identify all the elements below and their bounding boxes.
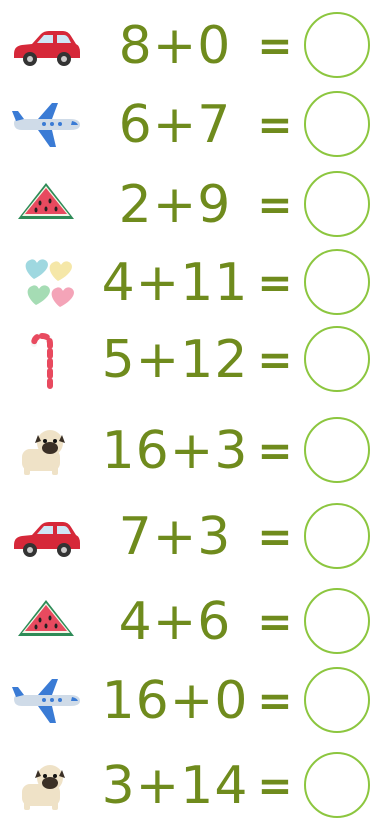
addition-problem: 4+6 <box>118 592 232 652</box>
equals-sign: = <box>257 676 293 725</box>
candy-cane-icon <box>8 330 84 390</box>
addition-problem: 7+3 <box>118 507 232 567</box>
answer-circle[interactable] <box>304 249 370 315</box>
addition-problem: 8+0 <box>118 16 232 76</box>
answer-circle[interactable] <box>304 12 370 78</box>
equals-sign: = <box>257 258 293 307</box>
addition-problem: 2+9 <box>118 175 232 235</box>
answer-circle[interactable] <box>304 588 370 654</box>
car-icon <box>8 18 84 74</box>
watermelon-icon <box>8 177 84 233</box>
equals-sign: = <box>257 335 293 384</box>
airplane-icon <box>8 673 84 729</box>
equals-sign: = <box>257 21 293 70</box>
answer-circle[interactable] <box>304 91 370 157</box>
answer-circle[interactable] <box>304 417 370 483</box>
candy-hearts-icon <box>8 255 84 311</box>
equals-sign: = <box>257 426 293 475</box>
answer-circle[interactable] <box>304 326 370 392</box>
car-icon <box>8 509 84 565</box>
answer-circle[interactable] <box>304 752 370 818</box>
equals-sign: = <box>257 180 293 229</box>
addition-problem: 3+14 <box>101 756 249 816</box>
watermelon-icon <box>8 594 84 650</box>
addition-problem: 6+7 <box>118 95 232 155</box>
pug-icon <box>8 758 84 814</box>
addition-problem: 4+11 <box>101 253 249 313</box>
addition-problem: 16+0 <box>101 671 249 731</box>
equals-sign: = <box>257 512 293 561</box>
answer-circle[interactable] <box>304 171 370 237</box>
answer-circle[interactable] <box>304 503 370 569</box>
equals-sign: = <box>257 761 293 810</box>
pug-icon <box>8 423 84 479</box>
airplane-icon <box>8 97 84 153</box>
answer-circle[interactable] <box>304 667 370 733</box>
addition-problem: 16+3 <box>101 421 249 481</box>
addition-problem: 5+12 <box>101 330 249 390</box>
equals-sign: = <box>257 597 293 646</box>
equals-sign: = <box>257 100 293 149</box>
